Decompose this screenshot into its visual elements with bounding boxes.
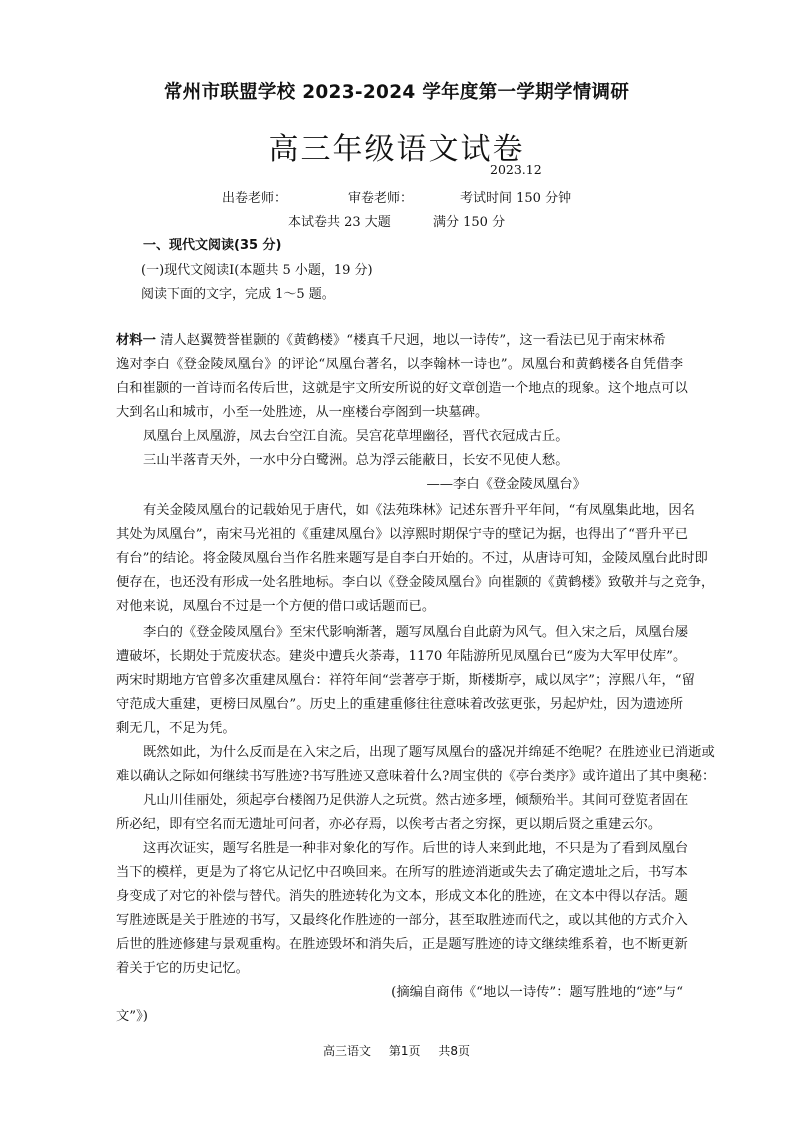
passage-line xyxy=(143,624,689,642)
passage-line xyxy=(116,1008,683,1026)
passage-line xyxy=(116,526,689,544)
passage-line xyxy=(116,912,688,930)
passage-line xyxy=(116,936,688,954)
line-text: 两宋时期地方官曾多次重建凤凰台：祥符年间“尝著亭于斯，斯楼斯亭，咸以凤字”；淳熙八年，“留 xyxy=(116,673,695,688)
line-text: 便存在，也还没有形成一处名胜地标。李白以《登金陵凤凰台》向崔颢的《黄鹤楼》致敬并与之竞争， xyxy=(116,575,715,590)
line-text: ——李白《登金陵凤凰台》 xyxy=(426,477,586,492)
line-text: 其处为凤凰台”，南宋马光祖的《重建凤凰台》以淳熙时期保宁寺的壁记为据，也得出了“晋升平已 xyxy=(116,527,689,542)
exam-duration: 考试时间 150 分钟 xyxy=(460,191,572,206)
passage-line xyxy=(143,840,689,858)
passage-line xyxy=(143,502,695,520)
passage-line xyxy=(143,452,683,470)
line-text: 剩无几，不足为凭。 xyxy=(116,721,236,736)
passage-line xyxy=(116,648,687,666)
passage-line xyxy=(116,672,695,690)
line-text: 凡山川佳丽处，须起亭台楼阁乃足供游人之玩赏。然古迹多堙，倾颓殆半。其间可登览者固在 xyxy=(143,793,689,808)
line-text: 李白的《登金陵凤凰台》至宋代影响渐著，题写凤凰台自此蔚为风气。但入宋之后，凤凰台屡 xyxy=(143,625,689,640)
line-text: 文”》) xyxy=(116,1009,148,1024)
line-text: 既然如此，为什么反而是在入宋之后，出现了题写凤凰台的盛况并绵延不绝呢？在胜迹业已消逝或 xyxy=(143,745,715,760)
passage-line xyxy=(116,404,683,422)
reviewer-label: 审卷老师： xyxy=(348,191,414,206)
line-text: 着关于它的历史记忆。 xyxy=(116,961,249,976)
section-subheading: (一)现代文阅读Ⅰ(本题共 5 小题，19 分) xyxy=(141,263,373,278)
passage-line xyxy=(116,720,683,738)
line-text: 有台”的结论。将金陵凤凰台当作名胜来题写是自李白开始的。不过，从唐诗可知，金陵凤凰台此时即 xyxy=(116,551,708,566)
passage-line xyxy=(116,356,683,374)
passage-line xyxy=(116,380,688,398)
passage-line xyxy=(116,768,716,786)
line-text: 后世的胜迹修建与景观重构。在胜迹毁坏和消失后，正是题写胜迹的诗文继续维系着，也不断更新 xyxy=(116,937,688,952)
line-text: 对他来说，凤凰台不过是一个方便的借口或话题而已。 xyxy=(116,599,436,614)
passage-line xyxy=(116,960,683,978)
line-text: 守范成大重建，更榜曰凤凰台”。历史上的重建重修往往意味着改弦更张，另起炉灶，因为遗迹所 xyxy=(116,697,683,712)
passage-line xyxy=(116,696,683,714)
passage-line xyxy=(426,476,586,494)
passage-line xyxy=(143,428,683,446)
line-text: 所必纪，即有空名而无遗址可问者，亦必存焉，以俟考古者之穷探，更以期后贤之重建云尔。 xyxy=(116,817,662,832)
line-text: 凤凰台上凤凰游，凤去台空江自流。吴宫花草埋幽径，晋代衣冠成古丘。 xyxy=(143,429,569,444)
material-label: 材料一 xyxy=(116,333,156,348)
passage-line xyxy=(143,792,689,810)
passage-line xyxy=(116,574,715,592)
passage-line xyxy=(116,816,683,834)
school-title: 常州市联盟学校 2023-2024 学年度第一学期学情调研 xyxy=(163,82,630,103)
passage-line xyxy=(116,332,683,350)
setter-label: 出卷老师： xyxy=(222,191,288,206)
passage-line xyxy=(143,744,715,762)
line-text: 难以确认之际如何继续书写胜迹?书写胜迹又意味着什么?周宝供的《亭台类序》或许道出了其中奥秘： xyxy=(116,769,716,784)
section-heading: 一、现代文阅读(35 分) xyxy=(143,238,282,253)
line-text: 这再次证实，题写名胜是一种非对象化的写作。后世的诗人来到此地，不只是为了看到凤凰台 xyxy=(143,841,689,856)
line-text: 白和崔颢的一首诗而名传后世，这就是宇文所安所说的好文章创造一个地点的现象。这个地点可以 xyxy=(116,381,688,396)
passage-line xyxy=(116,550,708,568)
line-text: 逸对李白《登金陵凤凰台》的评论“凤凰台著名，以李翰林一诗也”。凤凰台和黄鹤楼各自凭借李 xyxy=(116,357,683,372)
line-text: 当下的模样，更是为了将它从记忆中召唤回来。在所写的胜迹消逝或失去了确定遗址之后，书写本 xyxy=(116,865,688,880)
page-footer xyxy=(0,1042,793,1059)
line-text: 有关金陵凤凰台的记载始见于唐代，如《法苑珠林》记述东晋升平年间，“有凤凰集此地，因名 xyxy=(143,503,695,518)
footer-subject: 高三语文 xyxy=(323,1044,372,1058)
exam-date: 2023.12 xyxy=(490,162,542,177)
line-text: 大到名山和城市，小至一处胜迹，从一座楼台亭阁到一块墓碑。 xyxy=(116,405,489,420)
line-text: 清人赵翼赞誉崔颢的《黄鹤楼》“楼真千尺迥，地以一诗传”，这一看法已见于南宋林希 xyxy=(155,333,666,348)
exam-title: 高三年级语文试卷 xyxy=(268,132,525,167)
passage-line xyxy=(116,888,688,906)
passage-line xyxy=(116,864,688,882)
question-count: 本试卷共 23 大题 xyxy=(288,215,391,230)
line-text: (摘编自商伟《“地以一诗传”：题写胜地的“迹”与“ xyxy=(391,985,683,1000)
line-text: 遭破坏，长期处于荒废状态。建炎中遭兵火荼毒，1170 年陆游所见凤凰台已“废为大军甲仗库”。 xyxy=(116,649,687,664)
passage-line xyxy=(116,598,683,616)
line-text: 写胜迹既是关于胜迹的书写，又最终化作胜迹的一部分，甚至取胜迹而代之，或以其他的方式介入 xyxy=(116,913,688,928)
footer-page: 第1页 xyxy=(388,1044,421,1058)
line-text: 身变成了对它的补偿与替代。消失的胜迹转化为文本，形成文本化的胜迹，在文本中得以存活。题 xyxy=(116,889,688,904)
reading-instruction: 阅读下面的文字，完成 1～5 题。 xyxy=(141,287,335,302)
line-text: 三山半落青天外，一水中分白鹭洲。总为浮云能蔽日，长安不见使人愁。 xyxy=(143,453,569,468)
footer-total: 共8页 xyxy=(438,1044,470,1058)
passage-line xyxy=(391,984,683,1002)
full-score: 满分 150 分 xyxy=(433,215,506,230)
